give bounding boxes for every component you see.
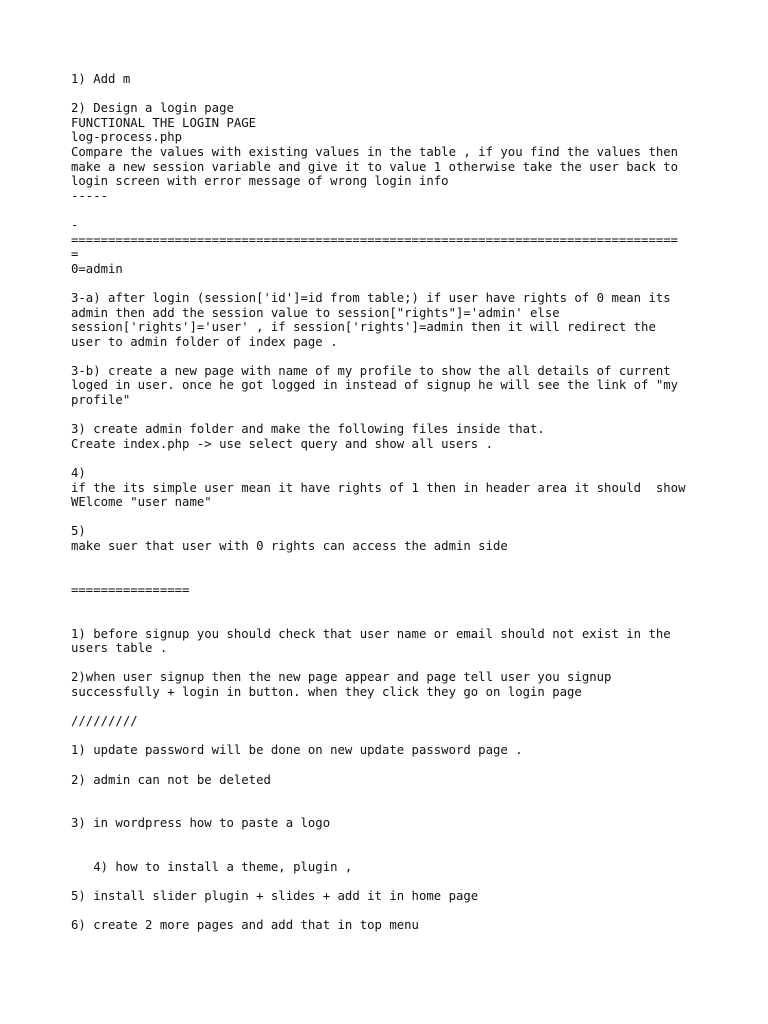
blank-line	[71, 349, 711, 364]
text-line: successfully + login in button. when they click they go on login page	[71, 684, 582, 699]
text-line: 2)when user signup then the new page appear and page tell user you signup	[71, 670, 612, 685]
document-body	[71, 72, 711, 933]
blank-line	[71, 276, 711, 291]
text-line: 3) in wordpress how to paste a logo	[71, 816, 331, 831]
text-line: 2) admin can not be deleted	[71, 772, 271, 787]
blank-line	[71, 875, 711, 890]
text-line: 1) update password will be done on new update password page .	[71, 743, 523, 758]
text-line: WElcome "user name"	[71, 495, 212, 510]
blank-line	[71, 656, 711, 671]
text-line: user to admin folder of index page .	[71, 334, 338, 349]
text-line: log-process.php	[71, 130, 183, 145]
text-line: 4) how to install a theme, plugin ,	[71, 860, 353, 875]
text-line: 5) install slider plugin + slides + add it in home page	[71, 889, 479, 904]
text-line: 1) Add m	[71, 72, 131, 86]
text-line: 6) create 2 more pages and add that in top menu	[71, 918, 419, 933]
blank-line	[71, 802, 711, 817]
blank-line	[71, 203, 711, 218]
blank-line	[71, 729, 711, 744]
text-line: 5)	[71, 524, 86, 539]
text-line: Compare the values with existing values in the table , if you find the values then	[71, 144, 679, 159]
text-line: FUNCTIONAL THE LOGIN PAGE	[71, 115, 257, 130]
blank-line	[71, 831, 711, 846]
text-line: 3-b) create a new page with name of my profile to show the all details of current	[71, 363, 671, 378]
blank-line	[71, 408, 711, 423]
text-line: -----	[71, 188, 109, 203]
text-line: make suer that user with 0 rights can access the admin side	[71, 539, 508, 553]
blank-line	[71, 568, 711, 583]
text-line: ==================================================================================	[71, 232, 679, 247]
text-line: /////////	[71, 714, 138, 729]
text-line: 3) create admin folder and make the following files inside that.	[71, 422, 545, 437]
text-line: 0=admin	[71, 261, 123, 276]
text-line: 2) Design a login page	[71, 101, 234, 116]
text-line: 1) before signup you should check that user name or email should not exist in the	[71, 626, 671, 641]
blank-line	[71, 700, 711, 715]
text-line: Create index.php -> use select query and show all users .	[71, 436, 493, 451]
text-line: loged in user. once he got logged in instead of signup he will see the link of "my	[71, 378, 679, 393]
text-line: ================	[71, 582, 190, 597]
blank-line	[71, 787, 711, 802]
text-line: users table .	[71, 641, 168, 656]
text-line: 4)	[71, 466, 86, 481]
text-line: session['rights']='user' , if session['rights']=admin then it will redirect the	[71, 320, 656, 335]
blank-line	[71, 612, 711, 627]
blank-line	[71, 845, 711, 860]
text-line: =	[71, 247, 79, 262]
text-line: make a new session variable and give it to value 1 otherwise take the user back to	[71, 159, 679, 174]
text-line: admin then add the session value to session["rights"]='admin' else	[71, 305, 560, 320]
text-line: -	[71, 217, 79, 232]
text-line: 3-a) after login (session['id']=id from table;) if user have rights of 0 mean its	[71, 290, 671, 305]
blank-line	[71, 758, 711, 773]
blank-line	[71, 87, 711, 102]
blank-line	[71, 451, 711, 466]
text-line: login screen with error message of wrong login info	[71, 174, 449, 189]
text-line: if the its simple user mean it have rights of 1 then in header area it should show	[71, 480, 686, 495]
blank-line	[71, 554, 711, 569]
text-line: profile"	[71, 393, 131, 408]
blank-line	[71, 510, 711, 525]
blank-line	[71, 904, 711, 919]
blank-line	[71, 597, 711, 612]
